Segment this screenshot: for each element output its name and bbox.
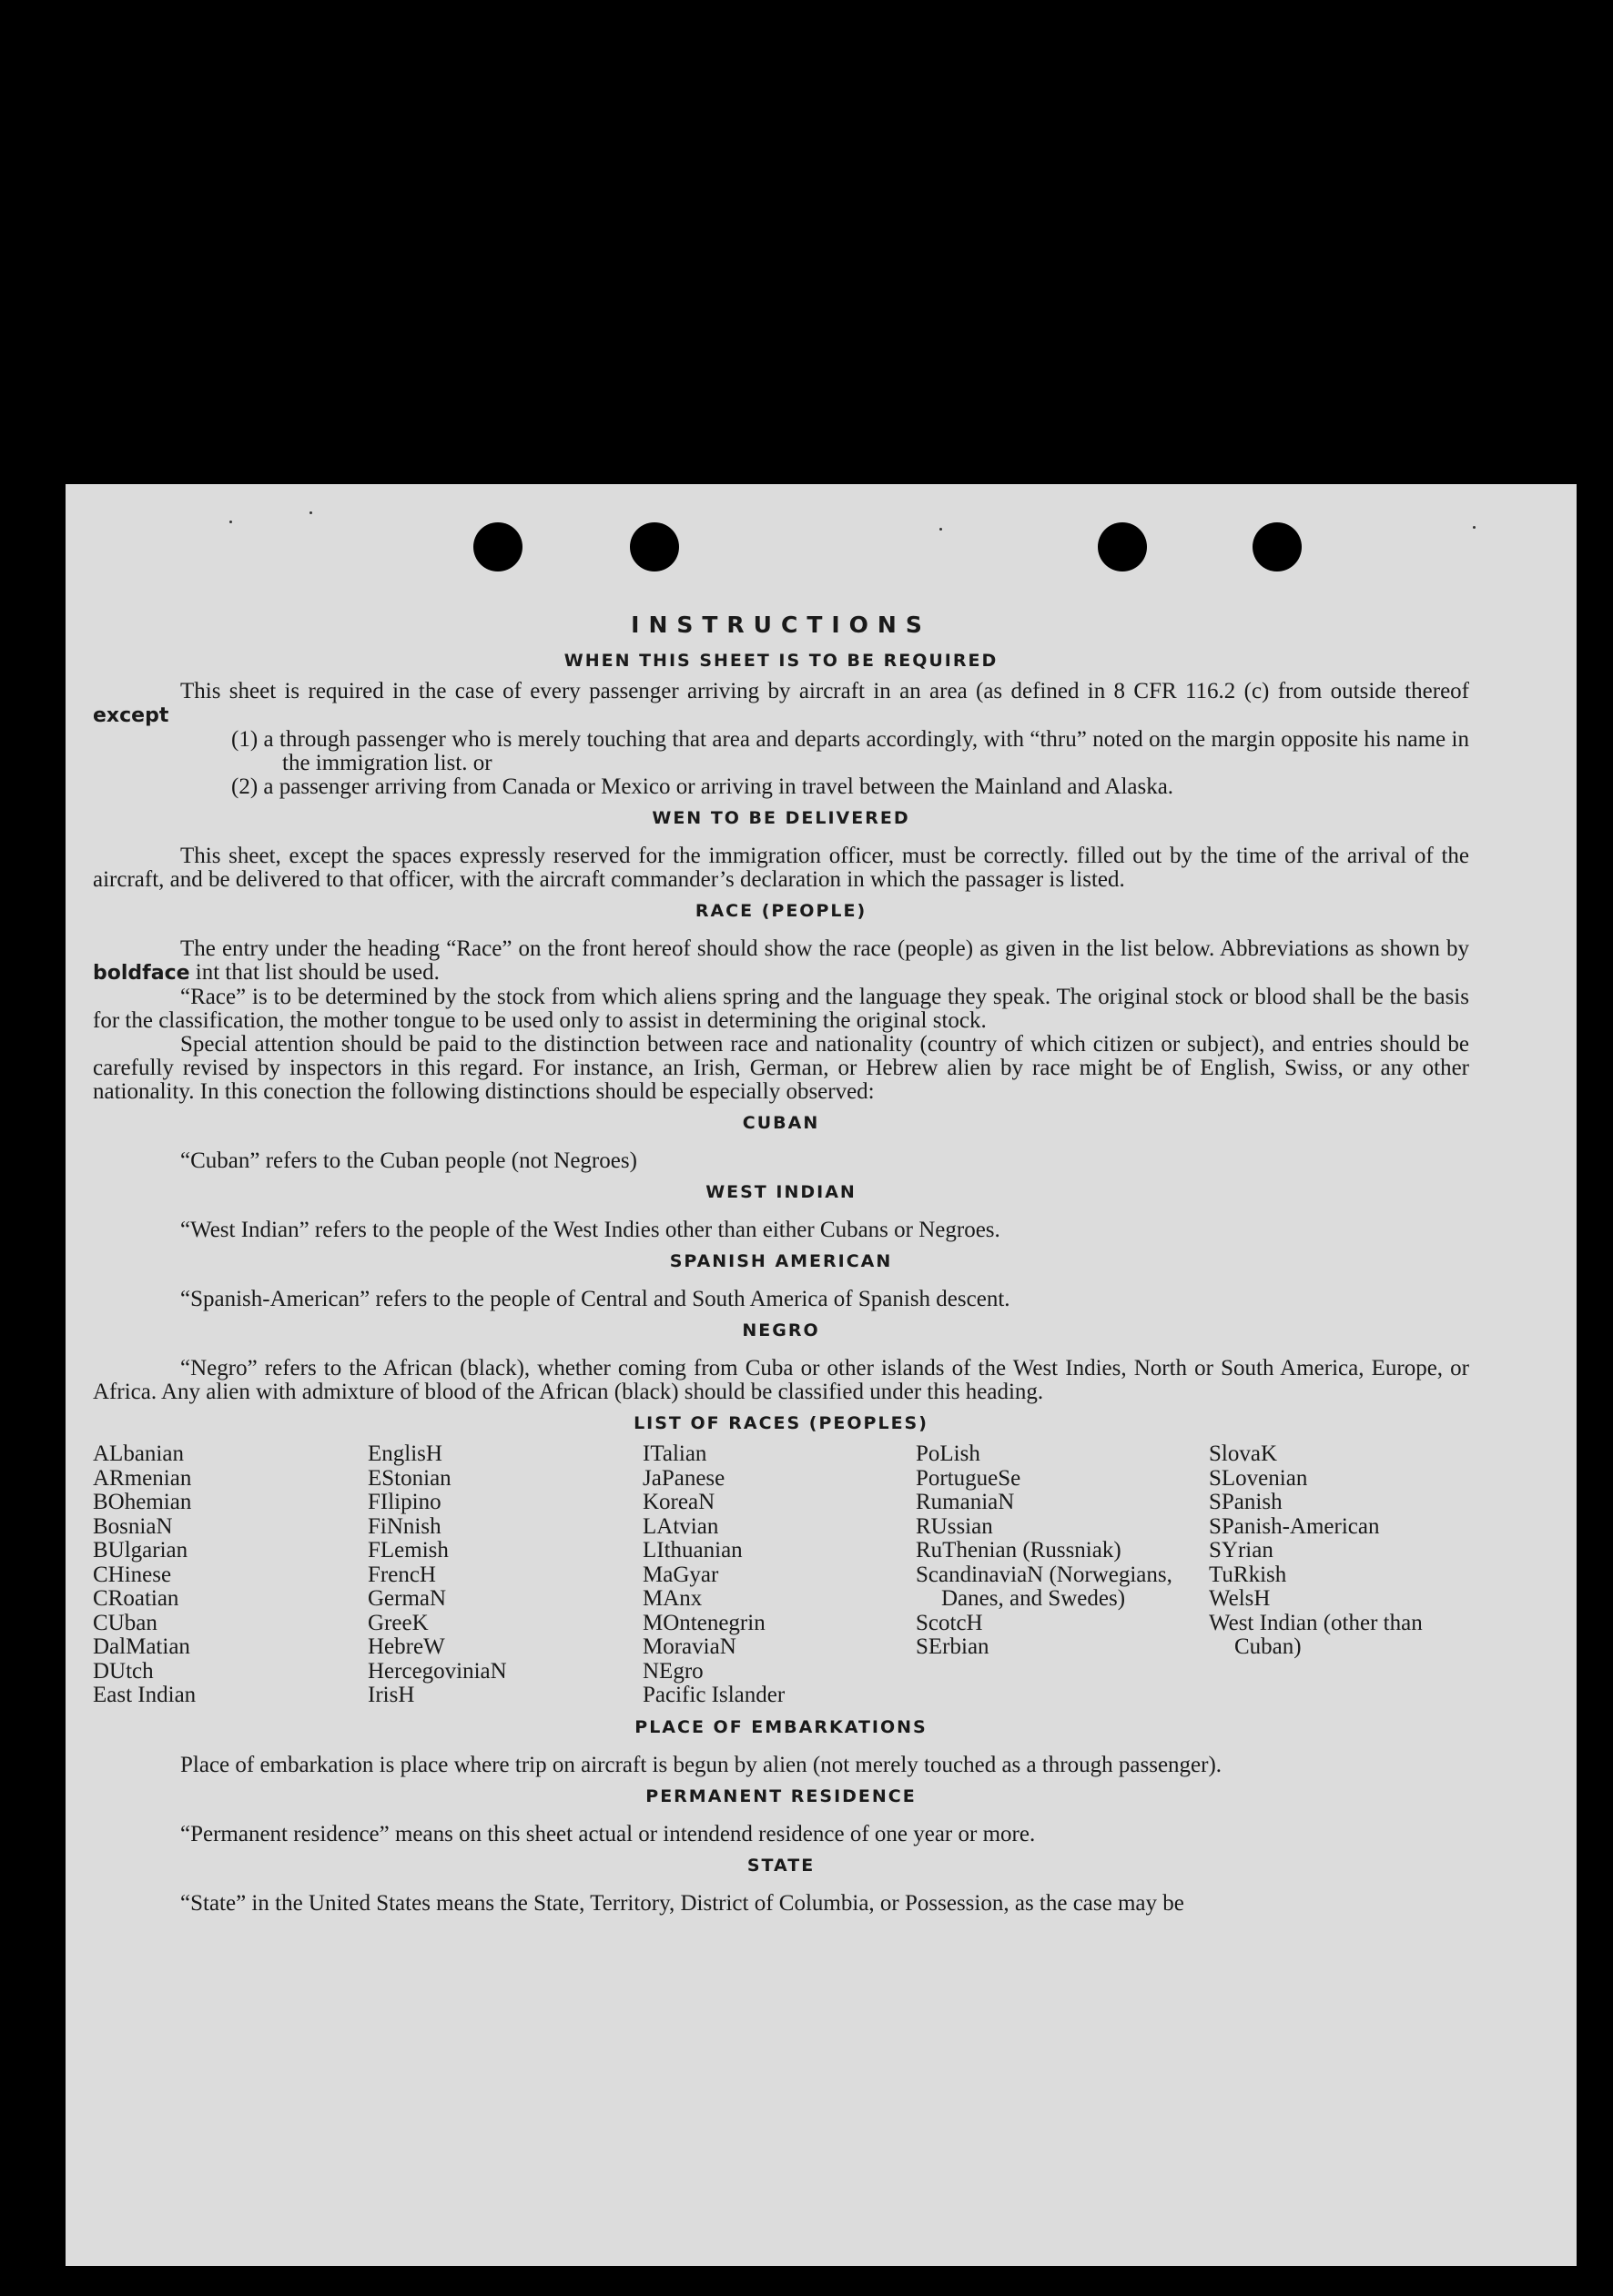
list-item: (2) a passenger arriving from Canada or Mexico or arriving in travel between the Mainland and Alaska. <box>231 774 1174 799</box>
emphasis: except <box>93 704 169 727</box>
section-heading: NEGRO <box>742 1320 820 1340</box>
race-entry: CHinese <box>93 1562 172 1587</box>
paragraph: “State” in the United States means the State, Territory, District of Columbia, or Possession, as the case may be <box>180 1890 1184 1916</box>
race-entry: BosniaN <box>93 1513 173 1539</box>
instructions-content <box>93 612 1469 1916</box>
paragraph: “Spanish-American” refers to the people of Central and South America of Spanish descent. <box>180 1287 1010 1311</box>
race-entry: East Indian <box>93 1683 197 1707</box>
race-entry: SYrian <box>1209 1538 1273 1563</box>
paragraph <box>93 937 1469 986</box>
section-heading: WHEN THIS SHEET IS TO BE REQUIRED <box>563 651 999 671</box>
paragraph: “Race” is to be determined by the stock from which aliens spring and the language they speak. The original stock or blood shall be the basis for the classification, the mother tongue to be used only to assist in determining the original stock. <box>93 985 1469 1033</box>
race-entry: SLovenian <box>1209 1465 1308 1491</box>
race-entry: LIthuanian <box>643 1538 743 1563</box>
paragraph <box>93 680 1469 728</box>
race-entry: ScandinaviaN (Norwegians, Danes, and Swedes) <box>916 1562 1172 1611</box>
section-heading: CUBAN <box>742 1113 820 1133</box>
race-entry: DUtch <box>93 1658 154 1684</box>
document-sheet <box>66 484 1577 2266</box>
race-entry: CUban <box>93 1610 157 1635</box>
race-entry: ITalian <box>643 1441 707 1466</box>
section-heading: RACE (PEOPLE) <box>695 901 867 921</box>
race-entry: GermaN <box>368 1586 447 1611</box>
race-entry: PortugueSe <box>916 1465 1021 1491</box>
section-heading: PERMANENT RESIDENCE <box>645 1785 917 1806</box>
race-entry: MOntenegrin <box>643 1610 766 1635</box>
paragraph: Special attention should be paid to the distinction between race and nationality (country of which citizen or subject), and entries should be carefully revised by inspectors in this regard. For instance, an Irish, German, or Hebrew alien by race might be of English, Swiss, or any other nationality. In this conection the following distinctions should be especially observed: <box>93 1032 1469 1104</box>
race-entry: ALbanian <box>93 1441 184 1466</box>
paragraph: Place of embarkation is place where trip on aircraft is begun by alien (not merely touched as a through passenger). <box>180 1752 1222 1777</box>
race-entry: RumaniaN <box>916 1490 1015 1514</box>
race-entry: FIlipino <box>368 1490 441 1514</box>
section-heading: LIST OF RACES (PEOPLES) <box>634 1413 928 1433</box>
races-column <box>93 1442 368 1708</box>
race-entry: WelsH <box>1209 1586 1271 1611</box>
race-entry: FLemish <box>368 1538 449 1563</box>
section-heading: STATE <box>746 1855 816 1876</box>
races-column <box>368 1442 643 1708</box>
race-entry: KoreaN <box>643 1490 715 1514</box>
punch-hole <box>473 522 522 571</box>
race-entry: HebreW <box>368 1634 445 1659</box>
race-entry: EnglisH <box>368 1441 442 1466</box>
race-entry: TuRkish <box>1209 1562 1287 1587</box>
race-entry: MAnx <box>643 1586 703 1611</box>
punch-hole <box>630 522 679 571</box>
race-entry: MaGyar <box>643 1562 719 1587</box>
speck <box>309 511 312 514</box>
race-entry: RUssian <box>916 1513 993 1539</box>
race-entry: NEgro <box>643 1658 704 1684</box>
paragraph: This sheet, except the spaces expressly reserved for the immigration officer, must be correctly. filled out by the time of the arrival of the aircraft, and be delivered to that officer, with the aircraft commander’s declaration in which the passager is listed. <box>93 844 1469 892</box>
paragraph: “Negro” refers to the African (black), whether coming from Cuba or other islands of the West Indies, North or South America, Europe, or Africa. Any alien with admixture of blood of the African (black) should be classified under this heading. <box>93 1356 1469 1404</box>
section-heading: PLACE OF EMBARKATIONS <box>634 1716 928 1737</box>
race-entry: DalMatian <box>93 1634 190 1659</box>
speck <box>939 528 942 531</box>
race-entry: JaPanese <box>643 1465 725 1491</box>
race-entry: LAtvian <box>643 1513 719 1539</box>
race-entry: SPanish <box>1209 1490 1283 1514</box>
page-title: INSTRUCTIONS <box>631 612 931 638</box>
section-heading: SPANISH AMERICAN <box>669 1251 893 1271</box>
race-entry: EStonian <box>368 1465 451 1491</box>
speck <box>1473 526 1476 529</box>
race-entry: MoraviaN <box>643 1634 736 1659</box>
race-entry: BOhemian <box>93 1490 192 1514</box>
race-entry: ScotcH <box>916 1610 983 1635</box>
race-entry: CRoatian <box>93 1586 179 1611</box>
race-entry: BUlgarian <box>93 1538 188 1563</box>
race-entry: Pacific Islander <box>643 1683 786 1707</box>
races-column <box>643 1442 916 1708</box>
paragraph-text: The entry under the heading “Race” on the front hereof should show the race (people) as given in the list below. Abbreviations as shown by <box>180 936 1469 961</box>
race-entry: IrisH <box>368 1683 415 1707</box>
race-entry: FiNnish <box>368 1513 441 1539</box>
race-entry: SPanish-American <box>1209 1513 1380 1539</box>
list-item: (1) a through passenger who is merely touching that area and departs accordingly, with “thru” noted on the margin opposite his name in the immigration list. or <box>231 727 1469 775</box>
race-entry: FrencH <box>368 1562 436 1587</box>
races-column <box>1209 1442 1469 1708</box>
race-entry: SErbian <box>916 1634 989 1659</box>
paragraph-text: int that list should be used. <box>195 960 440 985</box>
races-list <box>93 1442 1469 1708</box>
race-entry: West Indian (other than Cuban) <box>1209 1610 1423 1659</box>
paragraph: “Permanent residence” means on this sheet actual or intendend residence of one year or more. <box>180 1821 1036 1846</box>
punch-hole <box>1098 522 1147 571</box>
paragraph: “West Indian” refers to the people of the West Indies other than either Cubans or Negroes. <box>180 1218 1000 1242</box>
punch-hole <box>1253 522 1302 571</box>
section-heading: WEST INDIAN <box>705 1182 857 1202</box>
speck <box>229 521 232 523</box>
race-entry: PoLish <box>916 1441 980 1466</box>
paragraph-text: This sheet is required in the case of every passenger arriving by aircraft in an area (as defined in 8 CFR 116.2 (c) from outside thereof <box>180 679 1469 703</box>
race-entry: ARmenian <box>93 1465 192 1491</box>
section-heading: WEN TO BE DELIVERED <box>652 808 910 828</box>
paragraph: “Cuban” refers to the Cuban people (not Negroes) <box>180 1148 637 1173</box>
race-entry: GreeK <box>368 1610 429 1635</box>
emphasis: boldface <box>93 962 190 985</box>
races-column <box>916 1442 1209 1708</box>
race-entry: HercegoviniaN <box>368 1658 507 1684</box>
race-entry: RuThenian (Russniak) <box>916 1538 1121 1563</box>
race-entry: SlovaK <box>1209 1441 1277 1466</box>
